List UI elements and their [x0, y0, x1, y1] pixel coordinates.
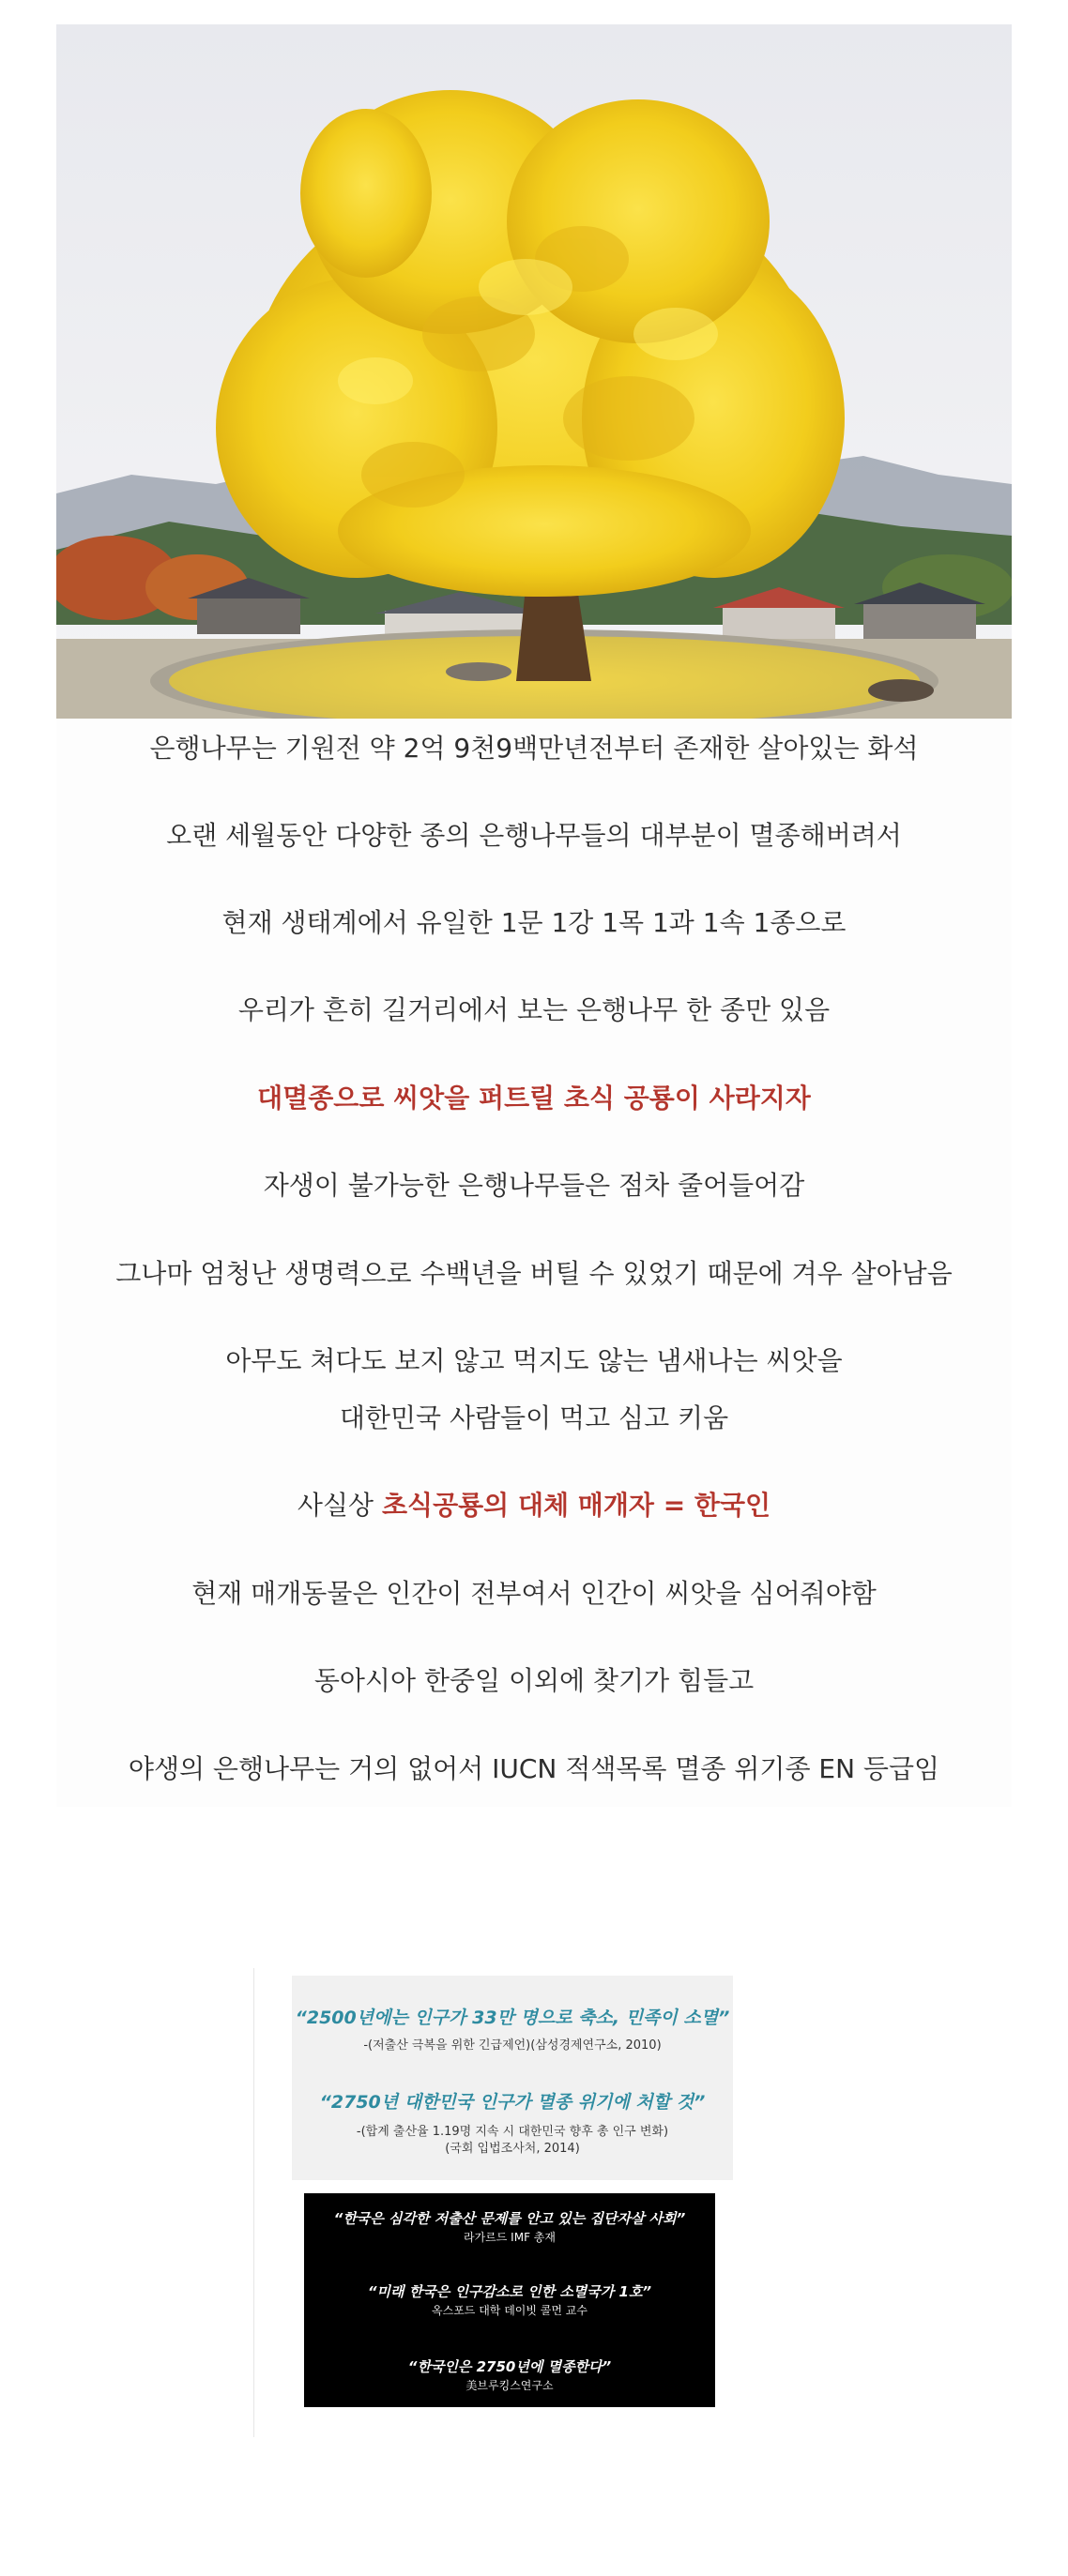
text-line-12: 동아시아 한중일 이외에 찾기가 힘들고 [313, 1665, 755, 1696]
quote-source-samsung: -(저출산 극복을 위한 긴급제언)(삼성경제연구소, 2010) [363, 2038, 662, 2053]
quote-card [253, 1968, 761, 2437]
text-line-4: 우리가 흔히 길거리에서 보는 은행나무 한 종만 있음 [237, 994, 831, 1025]
text-line-red-highlight: 대멸종으로 씨앗을 퍼트릴 초식 공룡이 사라지자 [257, 1083, 811, 1114]
text-line-7: 그나마 엄청난 생명력으로 수백년을 버틸 수 있었기 때문에 겨우 살아남음 [115, 1258, 953, 1289]
quote-source-brookings: 美브루킹스연구소 [465, 2379, 554, 2392]
text-line-2: 오랜 세월동안 다양한 종의 은행나무들의 대부분이 멸종해버려서 [166, 820, 902, 851]
text-line-8: 아무도 쳐다도 보지 않고 먹지도 않는 냄새나는 씨앗을 [225, 1345, 843, 1376]
text-line-highlight [0, 1489, 1068, 1523]
highlight-prefix: 사실상 [297, 1490, 382, 1521]
research-quotes-box [292, 1976, 733, 2180]
text-line-13: 야생의 은행나무는 거의 없어서 IUCN 적색목록 멸종 위기종 EN 등급임 [128, 1753, 940, 1784]
quote-title-oxford: “미래 한국은 인구감소로 인한 소멸국가 1호” [367, 2283, 652, 2300]
ginkgo-tree-photo [56, 24, 1012, 719]
text-line-11: 현재 매개동물은 인간이 전부여서 인간이 씨앗을 심어줘야함 [191, 1578, 877, 1609]
quote-title-samsung: “2500년에는 인구가 33만 명으로 축소, 민족이 소멸” [295, 2008, 730, 2028]
text-line-1: 은행나무는 기원전 약 2억 9천9백만년전부터 존재한 살아있는 화석 [149, 733, 919, 764]
text-line-6: 자생이 불가능한 은행나무들은 점차 줄어들어감 [263, 1170, 805, 1201]
expert-quotes-box [304, 2193, 715, 2407]
quote-source-assembly: -(합계 출산율 1.19명 지속 시 대한민국 향후 총 인구 변화) [356, 2125, 669, 2139]
quote-source-assembly-org: (국회 입법조사처, 2014) [445, 2142, 580, 2156]
text-line-9: 대한민국 사람들이 먹고 심고 키움 [339, 1402, 729, 1433]
quote-source-oxford: 옥스포드 대학 데이빗 콜먼 교수 [432, 2304, 587, 2317]
ginkgo-tree-illustration [56, 24, 1012, 719]
quote-source-imf: 라가르드 IMF 총재 [464, 2231, 556, 2244]
quote-title-assembly: “2750년 대한민국 인구가 멸종 위기에 처할 것” [319, 2092, 706, 2113]
quote-title-imf: “한국은 심각한 저출산 문제를 안고 있는 집단자살 사회” [333, 2210, 686, 2227]
highlight-emphasis: 초식공룡의 대체 매개자 = 한국인 [381, 1490, 771, 1521]
text-line-3: 현재 생태계에서 유일한 1문 1강 1목 1과 1속 1종으로 [221, 907, 847, 938]
quote-title-brookings: “한국인은 2750년에 멸종한다” [407, 2358, 612, 2375]
